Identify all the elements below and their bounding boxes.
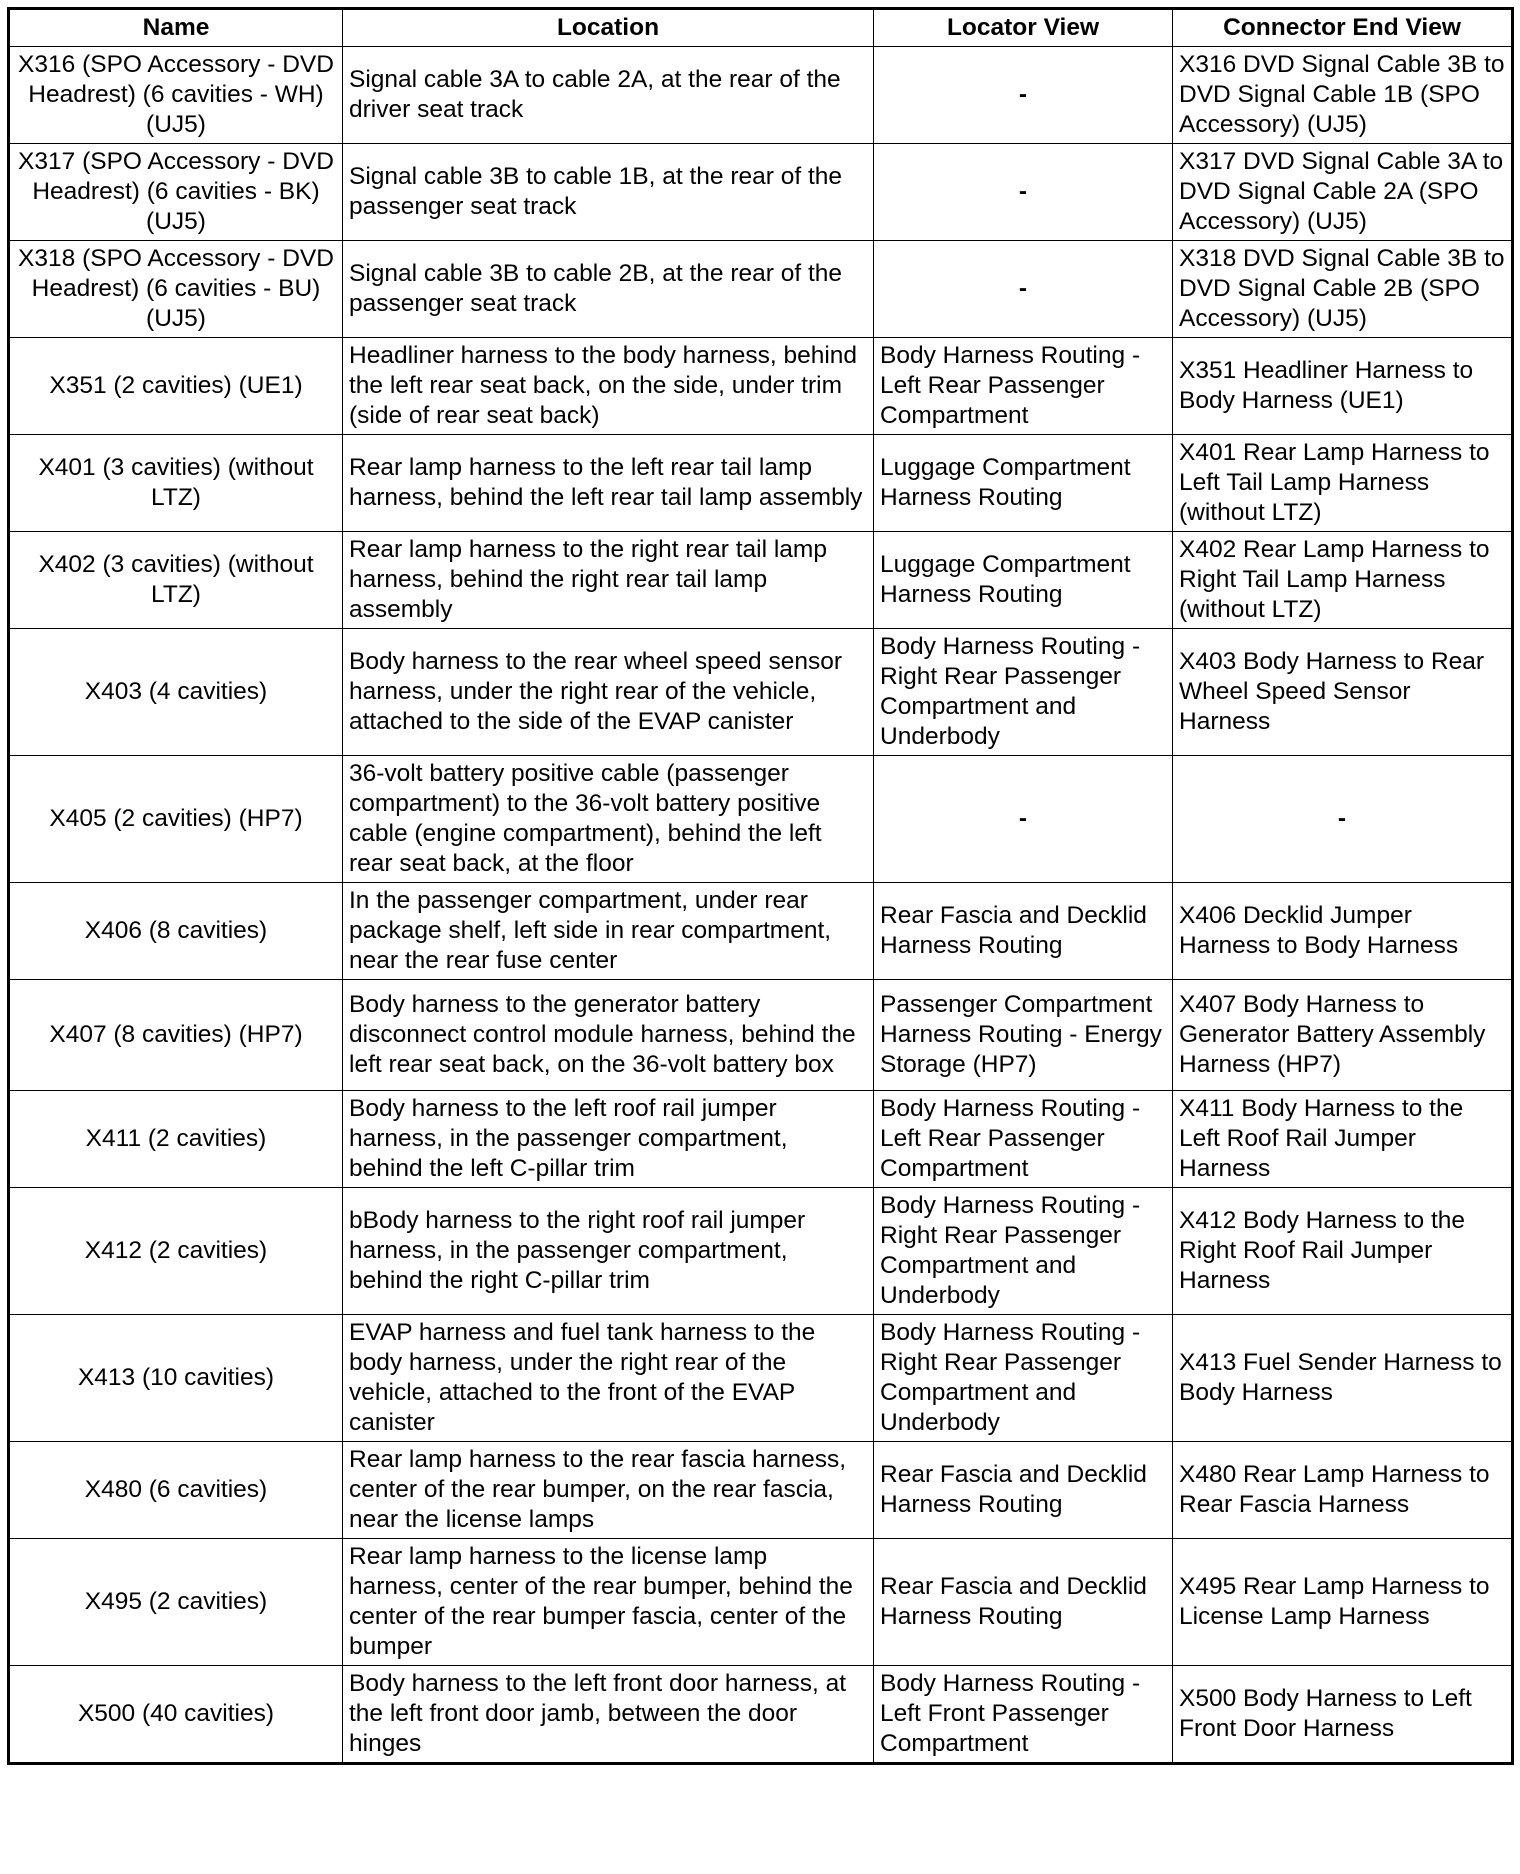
- cell-location: Rear lamp harness to the license lamp harness, center of the rear bumper, behind the center of the rear bumper fascia, center of the bumper: [343, 1539, 874, 1666]
- table-row: [9, 1442, 1513, 1539]
- cell-name: X402 (3 cavities) (without LTZ): [9, 532, 343, 629]
- cell-connector-end-view: X403 Body Harness to Rear Wheel Speed Sensor Harness: [1173, 629, 1513, 756]
- table-row: [9, 532, 1513, 629]
- cell-connector-end-view: X412 Body Harness to the Right Roof Rail Jumper Harness: [1173, 1188, 1513, 1315]
- cell-connector-end-view: X316 DVD Signal Cable 3B to DVD Signal Cable 1B (SPO Accessory) (UJ5): [1173, 47, 1513, 144]
- cell-location: Body harness to the left front door harness, at the left front door jamb, between the door hinges: [343, 1666, 874, 1764]
- cell-connector-end-view: X318 DVD Signal Cable 3B to DVD Signal Cable 2B (SPO Accessory) (UJ5): [1173, 241, 1513, 338]
- cell-name: X317 (SPO Accessory - DVD Headrest) (6 cavities - BK) (UJ5): [9, 144, 343, 241]
- cell-connector-end-view: X402 Rear Lamp Harness to Right Tail Lamp Harness (without LTZ): [1173, 532, 1513, 629]
- header-row: [9, 9, 1513, 47]
- cell-locator-view: Body Harness Routing - Right Rear Passenger Compartment and Underbody: [874, 1188, 1173, 1315]
- table-row: [9, 1091, 1513, 1188]
- cell-connector-end-view: X317 DVD Signal Cable 3A to DVD Signal Cable 2A (SPO Accessory) (UJ5): [1173, 144, 1513, 241]
- cell-locator-view: Luggage Compartment Harness Routing: [874, 435, 1173, 532]
- cell-name: X413 (10 cavities): [9, 1315, 343, 1442]
- header-location: Location: [343, 9, 874, 47]
- cell-name: X480 (6 cavities): [9, 1442, 343, 1539]
- cell-location: Rear lamp harness to the rear fascia harness, center of the rear bumper, on the rear fascia, near the license lamps: [343, 1442, 874, 1539]
- cell-locator-view: Rear Fascia and Decklid Harness Routing: [874, 1539, 1173, 1666]
- cell-location: In the passenger compartment, under rear package shelf, left side in rear compartment, near the rear fuse center: [343, 883, 874, 980]
- cell-name: X401 (3 cavities) (without LTZ): [9, 435, 343, 532]
- cell-location: Signal cable 3B to cable 2B, at the rear of the passenger seat track: [343, 241, 874, 338]
- table-row: [9, 1315, 1513, 1442]
- cell-locator-view: Rear Fascia and Decklid Harness Routing: [874, 1442, 1173, 1539]
- cell-location: bBody harness to the right roof rail jumper harness, in the passenger compartment, behind the right C-pillar trim: [343, 1188, 874, 1315]
- table-row: [9, 47, 1513, 144]
- cell-locator-view: Body Harness Routing - Right Rear Passenger Compartment and Underbody: [874, 1315, 1173, 1442]
- table-row: [9, 1666, 1513, 1764]
- table-row: [9, 883, 1513, 980]
- cell-locator-view: Body Harness Routing - Left Rear Passenger Compartment: [874, 338, 1173, 435]
- cell-locator-view: -: [874, 47, 1173, 144]
- header-name: Name: [9, 9, 343, 47]
- cell-connector-end-view: X495 Rear Lamp Harness to License Lamp Harness: [1173, 1539, 1513, 1666]
- cell-location: Rear lamp harness to the right rear tail lamp harness, behind the right rear tail lamp assembly: [343, 532, 874, 629]
- connector-table: [7, 7, 1514, 1765]
- table-row: [9, 435, 1513, 532]
- cell-connector-end-view: X413 Fuel Sender Harness to Body Harness: [1173, 1315, 1513, 1442]
- cell-locator-view: Body Harness Routing - Left Front Passenger Compartment: [874, 1666, 1173, 1764]
- cell-location: 36-volt battery positive cable (passenger compartment) to the 36-volt battery positive cable (engine compartment), behind the left rear seat back, at the floor: [343, 756, 874, 883]
- cell-name: X316 (SPO Accessory - DVD Headrest) (6 cavities - WH) (UJ5): [9, 47, 343, 144]
- cell-location: EVAP harness and fuel tank harness to the body harness, under the right rear of the vehicle, attached to the front of the EVAP canister: [343, 1315, 874, 1442]
- header-connector-end-view: Connector End View: [1173, 9, 1513, 47]
- cell-connector-end-view: X411 Body Harness to the Left Roof Rail Jumper Harness: [1173, 1091, 1513, 1188]
- cell-name: X405 (2 cavities) (HP7): [9, 756, 343, 883]
- cell-locator-view: Rear Fascia and Decklid Harness Routing: [874, 883, 1173, 980]
- table-row: [9, 629, 1513, 756]
- cell-name: X318 (SPO Accessory - DVD Headrest) (6 cavities - BU) (UJ5): [9, 241, 343, 338]
- cell-connector-end-view: -: [1173, 756, 1513, 883]
- cell-location: Signal cable 3B to cable 1B, at the rear of the passenger seat track: [343, 144, 874, 241]
- cell-location: Headliner harness to the body harness, behind the left rear seat back, on the side, under trim (side of rear seat back): [343, 338, 874, 435]
- cell-locator-view: -: [874, 144, 1173, 241]
- table-row: [9, 338, 1513, 435]
- cell-name: X495 (2 cavities): [9, 1539, 343, 1666]
- cell-location: Rear lamp harness to the left rear tail lamp harness, behind the left rear tail lamp assembly: [343, 435, 874, 532]
- table-row: [9, 1188, 1513, 1315]
- table-row: [9, 241, 1513, 338]
- cell-locator-view: Body Harness Routing - Right Rear Passenger Compartment and Underbody: [874, 629, 1173, 756]
- cell-name: X500 (40 cavities): [9, 1666, 343, 1764]
- header-locator-view: Locator View: [874, 9, 1173, 47]
- cell-locator-view: Passenger Compartment Harness Routing - Energy Storage (HP7): [874, 980, 1173, 1091]
- cell-name: X407 (8 cavities) (HP7): [9, 980, 343, 1091]
- cell-connector-end-view: X401 Rear Lamp Harness to Left Tail Lamp Harness (without LTZ): [1173, 435, 1513, 532]
- cell-name: X411 (2 cavities): [9, 1091, 343, 1188]
- table-row: [9, 980, 1513, 1091]
- cell-locator-view: Body Harness Routing - Left Rear Passenger Compartment: [874, 1091, 1173, 1188]
- cell-location: Body harness to the left roof rail jumper harness, in the passenger compartment, behind the left C-pillar trim: [343, 1091, 874, 1188]
- cell-name: X403 (4 cavities): [9, 629, 343, 756]
- cell-connector-end-view: X407 Body Harness to Generator Battery Assembly Harness (HP7): [1173, 980, 1513, 1091]
- cell-connector-end-view: X406 Decklid Jumper Harness to Body Harness: [1173, 883, 1513, 980]
- cell-location: Body harness to the generator battery disconnect control module harness, behind the left rear seat back, on the 36-volt battery box: [343, 980, 874, 1091]
- cell-name: X412 (2 cavities): [9, 1188, 343, 1315]
- cell-locator-view: -: [874, 756, 1173, 883]
- cell-name: X351 (2 cavities) (UE1): [9, 338, 343, 435]
- cell-connector-end-view: X351 Headliner Harness to Body Harness (UE1): [1173, 338, 1513, 435]
- cell-connector-end-view: X500 Body Harness to Left Front Door Harness: [1173, 1666, 1513, 1764]
- cell-connector-end-view: X480 Rear Lamp Harness to Rear Fascia Harness: [1173, 1442, 1513, 1539]
- table-row: [9, 1539, 1513, 1666]
- cell-location: Signal cable 3A to cable 2A, at the rear of the driver seat track: [343, 47, 874, 144]
- cell-name: X406 (8 cavities): [9, 883, 343, 980]
- cell-locator-view: Luggage Compartment Harness Routing: [874, 532, 1173, 629]
- table-row: [9, 144, 1513, 241]
- cell-location: Body harness to the rear wheel speed sensor harness, under the right rear of the vehicle, attached to the side of the EVAP canister: [343, 629, 874, 756]
- table-row: [9, 756, 1513, 883]
- cell-locator-view: -: [874, 241, 1173, 338]
